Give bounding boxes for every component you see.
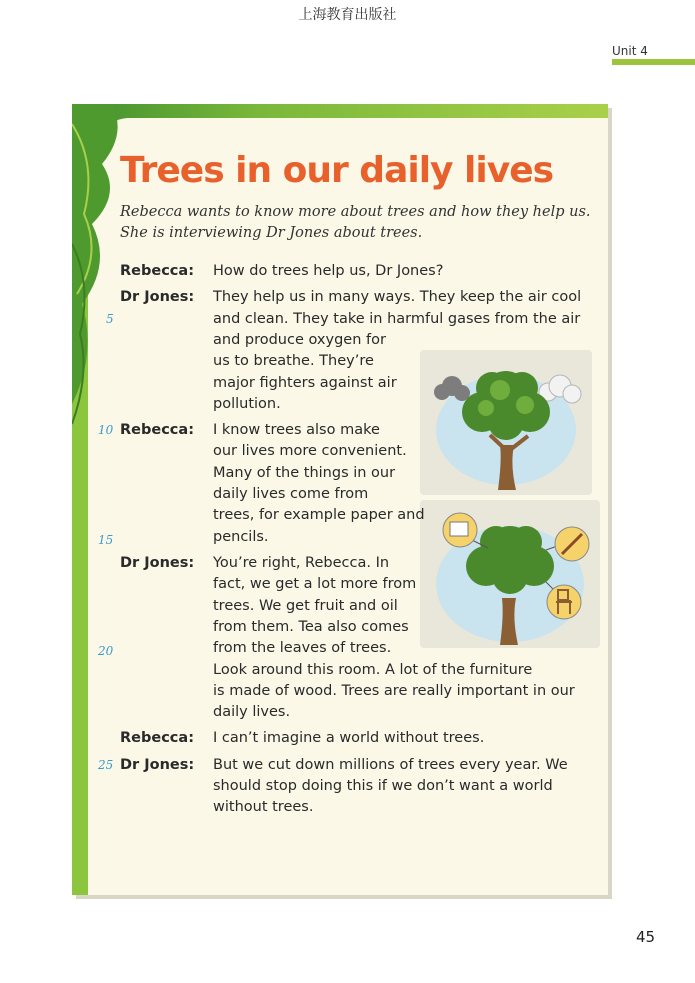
line-number: 10	[98, 423, 114, 437]
dialogue-line: is made of wood. Trees are really important in our	[213, 683, 575, 699]
dialogue-line: trees, for example paper and	[213, 507, 425, 523]
intro-line: Rebecca wants to know more about trees and how they help us.	[120, 204, 591, 220]
dialogue-line: and clean. They take in harmful gases from the air	[213, 311, 581, 327]
dialogue-line: from them. Tea also comes	[213, 619, 409, 635]
speaker-label: Dr Jones:	[120, 289, 195, 305]
dialogue-line: our lives more convenient.	[213, 443, 407, 459]
speaker-label: Dr Jones:	[120, 555, 195, 571]
dialogue-line: trees. We get fruit and oil	[213, 598, 398, 614]
dialogue-line: I know trees also make	[213, 422, 380, 438]
dialogue-line: pollution.	[213, 396, 281, 412]
page-title: Trees in our daily lives	[120, 150, 554, 191]
speaker-label: Dr Jones:	[120, 757, 195, 773]
publisher-header: 上海教育出版社	[298, 7, 397, 23]
dialogue-line: and produce oxygen for	[213, 332, 386, 348]
pencil-icon	[555, 527, 589, 561]
unit-bar	[612, 59, 695, 65]
line-number: 25	[98, 758, 114, 772]
dialogue-line: fact, we get a lot more from	[213, 576, 417, 592]
dialogue-line: You’re right, Rebecca. In	[213, 555, 390, 571]
dialogue-line: But we cut down millions of trees every year. We	[213, 757, 568, 773]
dialogue-line: Many of the things in our	[213, 465, 396, 481]
dialogue-line: daily lives.	[213, 704, 291, 720]
dialogue-line: How do trees help us, Dr Jones?	[213, 263, 444, 279]
dialogue-line: Look around this room. A lot of the furniture	[213, 662, 533, 678]
tree-products-illustration	[420, 500, 600, 648]
dialogue-line: major fighters against air	[213, 375, 397, 391]
dialogue-line: They help us in many ways. They keep the air cool	[213, 289, 582, 305]
line-number: 5	[106, 312, 114, 326]
line-number: 20	[98, 644, 114, 658]
dialogue-line: daily lives come from	[213, 486, 369, 502]
dialogue-line: I can’t imagine a world without trees.	[213, 730, 485, 746]
unit-label: Unit 4	[612, 44, 648, 58]
speaker-label: Rebecca:	[120, 422, 194, 438]
dialogue-line: from the leaves of trees.	[213, 640, 392, 656]
speaker-label: Rebecca:	[120, 263, 194, 279]
tree-products-icon	[420, 500, 600, 648]
paper-icon	[443, 513, 477, 547]
speaker-label: Rebecca:	[120, 730, 194, 746]
page-number: 45	[636, 928, 656, 946]
line-number: 15	[98, 533, 114, 547]
chair-icon	[547, 585, 581, 619]
tree-clouds-icon	[420, 350, 592, 495]
intro-text	[120, 202, 590, 244]
tree-clouds-illustration	[420, 350, 592, 495]
dialogue-line: pencils.	[213, 529, 269, 545]
dialogue-line: should stop doing this if we don’t want a world	[213, 778, 553, 794]
dialogue-line: without trees.	[213, 799, 314, 815]
dialogue-line: us to breathe. They’re	[213, 353, 374, 369]
intro-line: She is interviewing Dr Jones about trees.	[120, 225, 423, 241]
